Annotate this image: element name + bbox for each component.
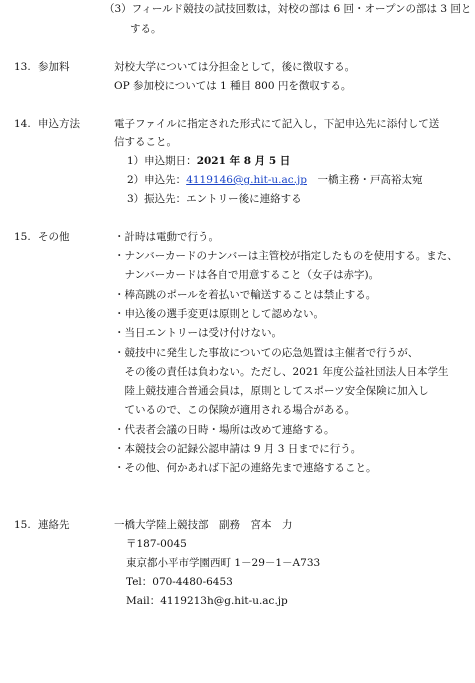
section13-heading: 参加料 xyxy=(38,61,70,73)
section13-line1: 対校大学については分担金として，後に徴収する。 xyxy=(114,61,356,73)
section15-contact-number: 15. xyxy=(14,519,31,531)
other-note-line: ・代表者会議の日時・場所は改めて連絡する。 xyxy=(114,424,335,436)
other-note-line: ・棒高跳のポールを着払いで輸送することは禁止する。 xyxy=(114,289,377,301)
other-note-line: ・その他、何かあれば下記の連絡先まで連絡すること。 xyxy=(114,462,377,474)
other-note-line: ているので、この保険が適用される場合がある。 xyxy=(114,404,356,416)
other-note-line: ・申込後の選手変更は原則として認めない。 xyxy=(114,308,324,320)
contact-line: Tel：070-4480-6453 xyxy=(126,576,233,588)
recipient-name: 一橋主務・戸高裕太宛 xyxy=(306,174,423,186)
contact-line: 一橋大学陸上競技部 副務 宮本 力 xyxy=(114,519,293,531)
other-note-line: 陸上競技連合普通会員は，原則としてスポーツ安全保険に加入し xyxy=(114,385,429,397)
deadline-date: 2021 年 8 月 5 日 xyxy=(196,155,291,167)
contact-line: 東京都小平市学園西町 1－29－1－A733 xyxy=(126,557,321,569)
other-note-line: ・ナンバーカードのナンバーは主管校が指定したものを使用する。また、 xyxy=(114,250,458,262)
other-note-line: ・計時は電動で行う。 xyxy=(114,231,219,243)
other-note-line: ・本競技会の記録公認申請は 9 月 3 日までに行う。 xyxy=(114,443,362,455)
other-note-line: ・競技中に発生した事故についての応急処置は主催者で行うが、 xyxy=(114,347,419,359)
section13-line2: OP 参加校については 1 種目 800 円を徴収する。 xyxy=(114,80,352,92)
contact-line: 〒187-0045 xyxy=(126,538,187,550)
other-note-line: ナンバーカードは各自で用意すること（女子は赤字)。 xyxy=(114,269,380,281)
other-note-line: その後の責任は負わない。ただし、2021 年度公益社団法人日本学生 xyxy=(114,366,449,378)
section15-contact-heading: 連絡先 xyxy=(38,519,70,531)
section13-number: 13. xyxy=(14,61,31,73)
section14-item-transfer: 3）振込先：エントリー後に連絡する xyxy=(127,193,302,205)
section14-line2: 信すること。 xyxy=(114,136,177,148)
section12-line2: する。 xyxy=(130,23,162,35)
recipient-label: 2）申込先： xyxy=(127,174,187,186)
contact-line: Mail：4119213h@g.hit-u.ac.jp xyxy=(126,595,288,607)
section14-line1: 電子ファイルに指定された形式にて記入し，下記申込先に添付して送 xyxy=(114,118,440,130)
section12-line1: （3）フィールド競技の試技回数は，対校の部は 6 回・オープンの部は 3 回と xyxy=(104,3,472,15)
section14-heading: 申込方法 xyxy=(38,118,80,130)
section15-other-heading: その他 xyxy=(38,231,70,243)
section14-item-deadline xyxy=(127,156,290,167)
deadline-label: 1）申込期日： xyxy=(127,155,197,167)
recipient-email-link[interactable]: 4119146@g.hit-u.ac.jp xyxy=(186,174,307,186)
section15-other-number: 15. xyxy=(14,231,31,243)
section14-item-recipient xyxy=(127,175,422,186)
section14-number: 14. xyxy=(14,118,31,130)
other-note-line: ・当日エントリーは受け付けない。 xyxy=(114,327,282,339)
